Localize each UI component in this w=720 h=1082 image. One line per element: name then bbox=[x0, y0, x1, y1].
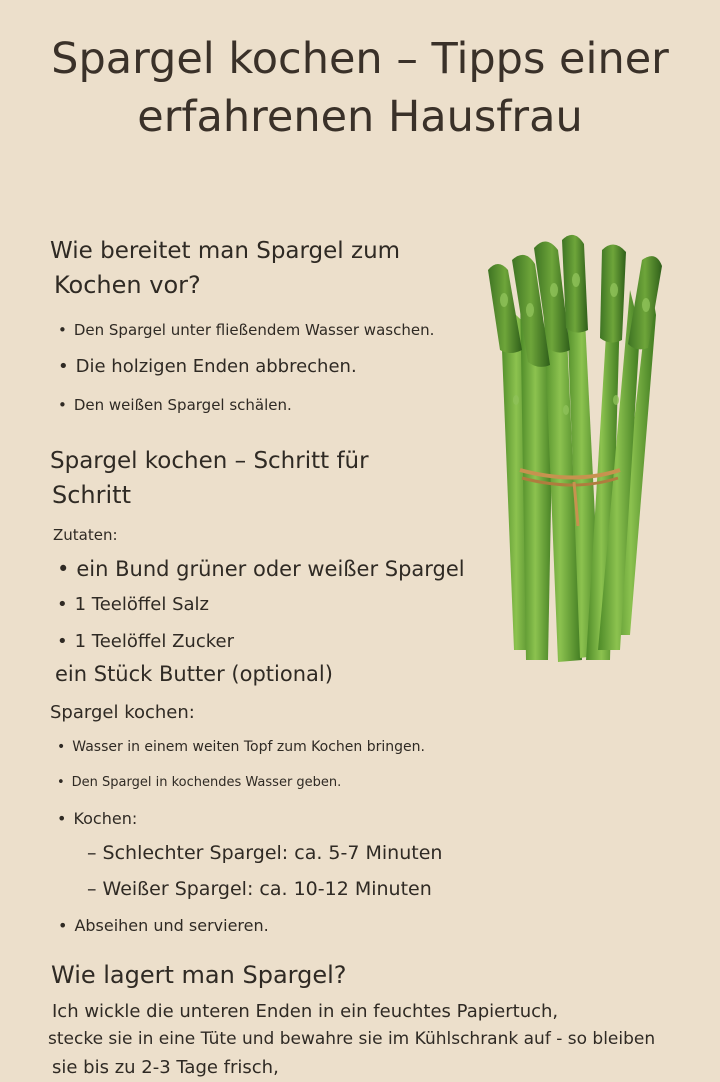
prep-heading-line-1: Wie bereitet man Spargel zum bbox=[50, 238, 401, 264]
prep-heading-line-2: Kochen vor? bbox=[54, 271, 201, 299]
ingredient-item: • 1 Teelöffel Zucker bbox=[57, 631, 234, 652]
page-title bbox=[20, 30, 700, 146]
cook-time-item: – Weißer Spargel: ca. 10-12 Minuten bbox=[87, 878, 432, 900]
ingredient-item: • ein Bund grüner oder weißer Spargel bbox=[57, 557, 465, 581]
asparagus-bundle-illustration bbox=[470, 230, 680, 670]
cook-step-item: • Wasser in einem weiten Topf zum Kochen bringen. bbox=[57, 739, 425, 755]
storage-line: sie bis zu 2-3 Tage frisch, bbox=[52, 1057, 279, 1078]
prep-list-item: • Die holzigen Enden abbrechen. bbox=[58, 356, 357, 377]
ingredient-item: ein Stück Butter (optional) bbox=[55, 662, 333, 686]
steps-heading-line-1: Spargel kochen – Schritt für bbox=[50, 448, 369, 474]
steps-heading-line-2: Schritt bbox=[52, 481, 131, 509]
prep-list-item: • Den Spargel unter fließendem Wasser waschen. bbox=[58, 321, 434, 339]
storage-line: Ich wickle die unteren Enden in ein feuchtes Papiertuch, bbox=[52, 1001, 559, 1022]
storage-heading: Wie lagert man Spargel? bbox=[51, 961, 347, 989]
cook-step-item: • Den Spargel in kochendes Wasser geben. bbox=[57, 775, 341, 790]
asparagus-spears bbox=[488, 235, 662, 662]
cook-time-item: – Schlechter Spargel: ca. 5-7 Minuten bbox=[87, 842, 443, 864]
cook-step-item: • Kochen: bbox=[57, 809, 137, 828]
page-title-line-2: erfahrenen Hausfrau bbox=[137, 92, 583, 142]
page-title-line-1: Spargel kochen – Tipps einer bbox=[51, 34, 669, 84]
cook-label: Spargel kochen: bbox=[50, 702, 195, 723]
storage-line: stecke sie in eine Tüte und bewahre sie im Kühlschrank auf - so bleiben bbox=[48, 1029, 656, 1049]
ingredient-item: • 1 Teelöffel Salz bbox=[57, 594, 209, 615]
prep-list-item: • Den weißen Spargel schälen. bbox=[58, 396, 292, 414]
ingredients-label: Zutaten: bbox=[53, 526, 118, 544]
cook-step-item: • Abseihen und servieren. bbox=[58, 916, 269, 935]
